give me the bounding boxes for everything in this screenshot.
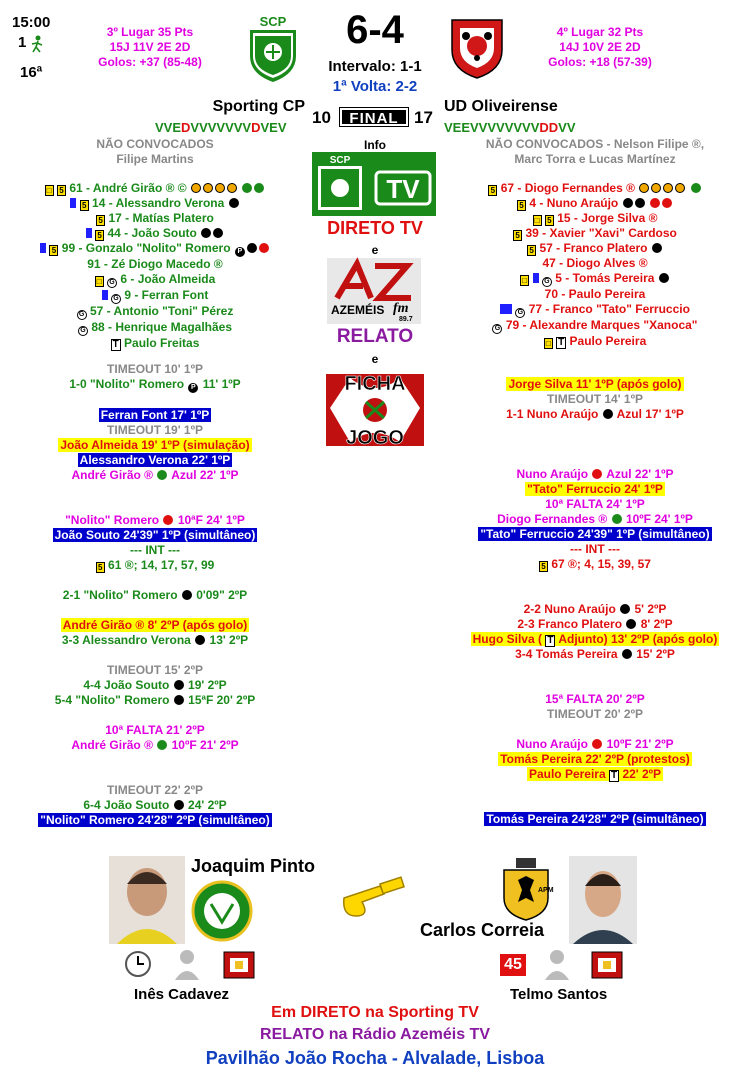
round-ordinal: 16ª: [20, 64, 43, 81]
event: André Girão ® 8' 2ºP (após golo): [62, 618, 248, 632]
form-segment: VEV: [260, 120, 287, 135]
home-player: G 57 - Antonio "Toni" Pérez: [0, 304, 310, 320]
event: "Nolito" Romero 24'28" 2ºP (simultâneo): [40, 813, 270, 827]
first-leg-score: 1ª Volta: 2-2: [332, 78, 418, 95]
event: Ferran Font 17' 1ºP: [100, 408, 210, 422]
foul-icon: [259, 243, 269, 253]
event: 5 67 ®; 4, 15, 39, 57: [440, 557, 750, 572]
match-status-badge: FINAL: [340, 108, 408, 126]
oliveirense-crest: [448, 14, 506, 80]
form-segment: VVE: [155, 120, 182, 135]
sporting-tv-logo[interactable]: [312, 152, 436, 216]
card-icon: [191, 183, 201, 193]
home-player: G 9 - Ferran Font: [0, 288, 310, 304]
sporting-crest: [244, 12, 302, 84]
event: TIMEOUT 10' 1ºP: [107, 362, 203, 376]
away-player: 5 67 - Diogo Fernandes ®: [440, 181, 750, 196]
home-team-name: Sporting CP: [212, 98, 305, 115]
apm-logo: [500, 858, 552, 920]
home-player: G 88 - Henrique Magalhães: [0, 320, 310, 336]
event: TIMEOUT 22' 2ºP: [107, 783, 203, 797]
away-player: 5 4 - Nuno Araújo: [440, 196, 750, 211]
away-league-position: 17: [414, 108, 433, 127]
away-stats-goals: Golos: +18 (57-39): [548, 55, 652, 69]
home-stats-position: 3º Lugar 35 Pts: [106, 25, 194, 39]
away-player: 5 57 - Franco Platero: [440, 241, 750, 256]
direct-tv-label[interactable]: DIRETO TV: [327, 218, 423, 238]
event: TIMEOUT 20' 2ºP: [547, 707, 643, 721]
goal-ball-icon: [229, 198, 239, 208]
home-events: [0, 362, 310, 828]
form-segment: VEEVVVVVVVV: [444, 120, 540, 135]
event: 4-4 João Souto 19' 2ºP: [83, 678, 227, 692]
form-segment: DD: [539, 120, 559, 135]
relato-label[interactable]: RELATO: [336, 326, 414, 347]
referee1-name: Joaquim Pinto: [191, 856, 316, 876]
event: Nuno Araújo 10ºF 21' 2ºP: [516, 737, 674, 751]
final-score: 6-4: [346, 8, 404, 52]
away-not-called-title: NÃO CONVOCADOS - Nelson Filipe ®,: [485, 137, 705, 151]
away-column: [440, 137, 750, 167]
home-not-called-title: NÃO CONVOCADOS: [96, 137, 214, 151]
timer-clock-icon: [124, 950, 152, 978]
captain-icon: □: [45, 185, 54, 196]
goal-icon: [242, 183, 252, 193]
event: 6-4 João Souto 24' 2ºP: [83, 798, 227, 812]
freq-text: 89.7: [399, 316, 413, 323]
scorer-name: Telmo Santos: [510, 986, 608, 1003]
event: Nuno Araújo Azul 22' 1ºP: [516, 467, 674, 481]
home-coach: T Paulo Freitas: [112, 336, 200, 350]
event: TIMEOUT 19' 1ºP: [107, 423, 203, 437]
footer-radio: RELATO na Rádio Azeméis TV: [260, 1026, 490, 1043]
event: Tomás Pereira 24'28" 2ºP (simultâneo): [486, 812, 704, 826]
kickoff-time: 15:00: [12, 14, 51, 31]
person-icon: [544, 948, 570, 980]
referee1-association-logo: [191, 880, 253, 942]
away-player: □ G 5 - Tomás Pereira: [440, 271, 750, 287]
away-stats: [530, 25, 670, 70]
azemeis-fm-logo[interactable]: [327, 258, 421, 324]
form-segment: D: [181, 120, 191, 135]
home-stats-record: 15J 11V 2E 2D: [109, 40, 191, 54]
footer-venue: Pavilhão João Rocha - Alvalade, Lisboa: [205, 1048, 545, 1068]
home-player: □ G 6 - João Almeida: [0, 272, 310, 288]
away-player: 5 39 - Xavier "Xavi" Cardoso: [440, 226, 750, 241]
event: 10ª FALTA 21' 2ºP: [105, 723, 205, 737]
away-squad: [440, 181, 750, 349]
timekeeper-name: Inês Cadavez: [134, 986, 230, 1003]
event: 3-3 Alessandro Verona 13' 2ºP: [61, 633, 249, 647]
event: TIMEOUT 14' 1ºP: [547, 392, 643, 406]
home-form: [155, 120, 287, 135]
event: 1-1 Nuno Araújo Azul 17' 1ºP: [506, 407, 684, 421]
event: --- INT ---: [130, 543, 180, 557]
away-player: G 77 - Franco "Tato" Ferruccio: [440, 302, 750, 318]
halftime-score: Intervalo: 1-1: [328, 58, 422, 75]
home-squad: [0, 181, 310, 351]
event: 15ª FALTA 20' 2ºP: [545, 692, 645, 706]
tv-scp-text: SCP: [329, 155, 351, 166]
tv-text: TV: [386, 174, 420, 204]
event: --- INT ---: [570, 542, 620, 556]
referee2-name: Carlos Correia: [420, 920, 545, 940]
and-1: e: [371, 243, 379, 257]
fm-text: fm: [393, 301, 409, 316]
jogo-text: JOGO: [346, 427, 404, 449]
home-player: 5 44 - João Souto: [0, 226, 310, 241]
event: 2-1 "Nolito" Romero 0'09" 2ºP: [62, 588, 248, 602]
event: "Nolito" Romero 10ªF 24' 1ºP: [65, 513, 245, 527]
home-column: [0, 137, 310, 167]
event: André Girão ® Azul 22' 1ºP: [71, 468, 239, 482]
referee2-photo: [569, 856, 637, 944]
event: Alessandro Verona 22' 1ºP: [79, 453, 231, 467]
event: Jorge Silva 11' 1ºP (após golo): [508, 377, 682, 391]
whistle-icon: [340, 880, 408, 920]
penalty-icon: P: [235, 247, 245, 257]
home-league-position: 10: [312, 108, 331, 127]
crest-scp-text: SCP: [259, 14, 287, 29]
event: "Tato" Ferruccio 24' 1ºP: [527, 482, 663, 496]
event: André Girão ® 10ºF 21' 2ºP: [71, 738, 239, 752]
away-not-called-names: Marc Torra e Lucas Martínez: [514, 152, 676, 166]
away-events: [440, 377, 750, 827]
form-segment: VV: [558, 120, 576, 135]
apm-text: APM: [538, 887, 554, 894]
away-team-name: UD Oliveirense: [444, 98, 558, 115]
home-player: 5 99 - Gonzalo "Nolito" Romero P: [0, 241, 310, 257]
flag-icon: [590, 950, 624, 980]
form-segment: D: [251, 120, 261, 135]
away-player: □ 5 15 - Jorge Silva ®: [440, 211, 750, 226]
away-stats-position: 4º Lugar 32 Pts: [556, 25, 644, 39]
event: TIMEOUT 15' 2ºP: [107, 663, 203, 677]
event: 2-2 Nuno Araújo 5' 2ºP: [523, 602, 667, 616]
home-stats-goals: Golos: +37 (85-48): [98, 55, 202, 69]
referee1-photo: [109, 856, 185, 944]
home-player: □ 5 61 - André Girão ® ©: [0, 181, 310, 196]
event: 1-0 "Nolito" Romero P 11' 1ºP: [69, 377, 241, 391]
and-2: e: [371, 352, 379, 366]
azemeis-text: AZEMÉIS: [331, 303, 385, 317]
footer-tv: Em DIRETO na Sporting TV: [271, 1004, 479, 1021]
home-stats: [80, 25, 220, 70]
shot-clock-badge: 45: [500, 954, 526, 976]
home-player: 5 14 - Alessandro Verona: [0, 196, 310, 211]
away-coach: □ T Paulo Pereira: [440, 334, 750, 349]
ficha-text: FICHA: [344, 373, 406, 395]
event: 5-4 "Nolito" Romero 15ªF 20' 2ºP: [54, 693, 256, 707]
info-label: Info: [364, 138, 386, 152]
home-player: 5 17 - Matías Platero: [0, 211, 310, 226]
blue-card-icon: [70, 198, 76, 208]
away-player: G 79 - Alexandre Marques "Xanoca": [440, 318, 750, 334]
event: Hugo Silva ( T Adjunto) 13' 2ºP (após golo): [472, 632, 718, 646]
away-player: 70 - Paulo Pereira: [544, 287, 646, 301]
event: Diogo Fernandes ® 10ºF 24' 1ºP: [497, 512, 693, 526]
person-icon: [174, 948, 200, 980]
event: João Souto 24'39" 1ºP (simultâneo): [54, 528, 256, 542]
event: "Tato" Ferruccio 24'39" 1ºP (simultâneo): [480, 527, 710, 541]
home-player: 91 - Zé Diogo Macedo ®: [87, 257, 223, 271]
event: 3-4 Tomás Pereira 15' 2ºP: [515, 647, 675, 661]
coach-icon: T: [112, 339, 119, 350]
away-player: 47 - Diogo Alves ®: [542, 256, 648, 270]
event: 2-3 Franco Platero 8' 2ºP: [517, 617, 673, 631]
form-segment: VVVVVVV: [190, 120, 252, 135]
round-number: 1: [18, 34, 27, 51]
ficha-jogo-logo[interactable]: [320, 368, 430, 452]
event: João Almeida 19' 1ºP (simulação): [60, 438, 250, 452]
fouls-5-icon: 5: [57, 185, 66, 196]
away-stats-record: 14J 10V 2E 2D: [559, 40, 641, 54]
event: Paulo Pereira T 22' 2ºP: [528, 767, 662, 781]
flag-icon: [222, 950, 256, 980]
goalkeeper-icon: G: [107, 278, 117, 288]
event: 5 61 ®; 14, 17, 57, 99: [0, 558, 310, 573]
away-form: [444, 120, 576, 135]
event: 10ª FALTA 24' 1ºP: [545, 497, 645, 511]
round-player-icon: [30, 35, 44, 53]
event: Tomás Pereira 22' 2ºP (protestos): [500, 752, 690, 766]
home-not-called-names: Filipe Martins: [116, 152, 194, 166]
